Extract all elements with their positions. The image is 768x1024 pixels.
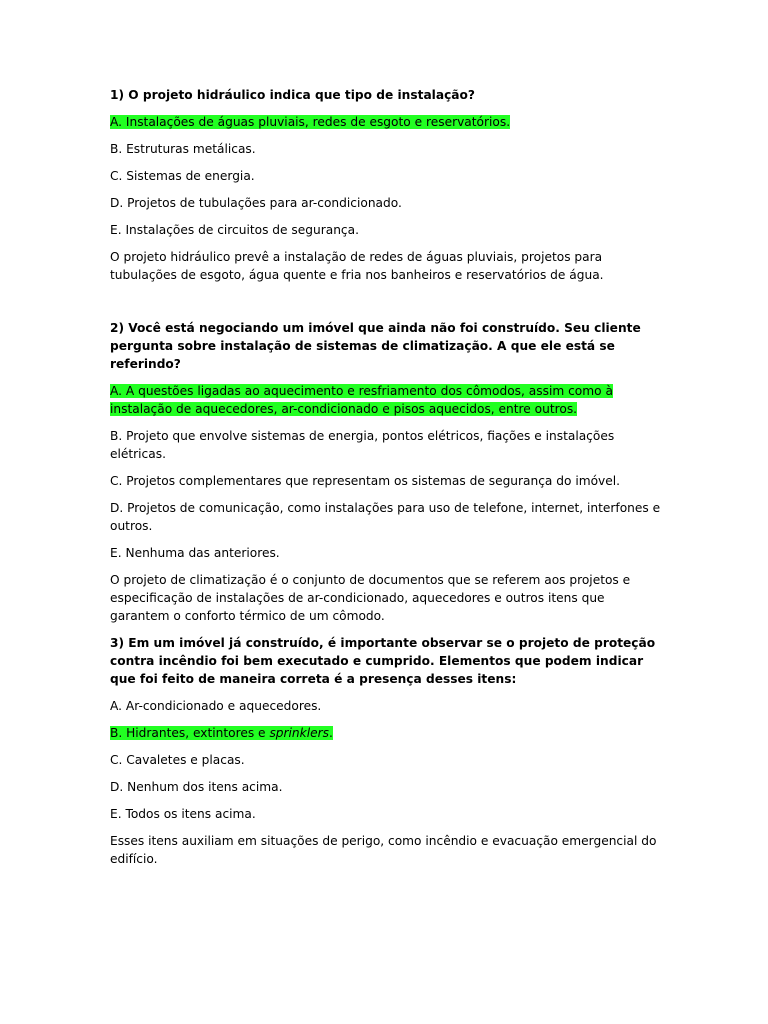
option-text-suffix: . <box>328 726 333 740</box>
correct-answer-highlight: A. Instalações de águas pluviais, redes de esgoto e reservatórios. <box>110 115 511 129</box>
correct-answer-highlight <box>110 726 333 740</box>
question-2-option-d: D. Projetos de comunicação, como instalações para uso de telefone, internet, interfones e outros. <box>110 501 661 533</box>
question-1-title: 1) O projeto hidráulico indica que tipo de instalação? <box>110 88 475 102</box>
option-text-italic: sprinklers <box>269 726 329 740</box>
question-3-title: 3) Em um imóvel já construído, é importante observar se o projeto de proteção contra incêndio foi bem executado e cumprido. Elementos que podem indicar que foi feito de maneira correta é a presença desses itens: <box>110 636 656 686</box>
question-1-explanation: O projeto hidráulico prevê a instalação de redes de águas pluviais, projetos para tubulações de esgoto, água quente e fria nos banheiros e reservatórios de água. <box>110 250 604 282</box>
question-3-option-d: D. Nenhum dos itens acima. <box>110 780 283 794</box>
question-1-option-b: B. Estruturas metálicas. <box>110 142 256 156</box>
question-3-option-b <box>110 724 662 742</box>
question-1-option-d: D. Projetos de tubulações para ar-condicionado. <box>110 196 402 210</box>
question-2-explanation: O projeto de climatização é o conjunto de documentos que se referem aos projetos e especificação de instalações de ar-condicionado, aquecedores e outros itens que garantem o conforto térmico de um cômodo. <box>110 573 631 623</box>
question-2-option-c: C. Projetos complementares que representam os sistemas de segurança do imóvel. <box>110 474 621 488</box>
question-3-option-c: C. Cavaletes e placas. <box>110 753 245 767</box>
question-3-option-e: E. Todos os itens acima. <box>110 807 256 821</box>
question-3-explanation: Esses itens auxiliam em situações de perigo, como incêndio e evacuação emergencial do edifício. <box>110 834 657 866</box>
question-2-option-e: E. Nenhuma das anteriores. <box>110 546 280 560</box>
document-page <box>110 86 662 877</box>
question-1-option-c: C. Sistemas de energia. <box>110 169 255 183</box>
question-2-option-b: B. Projeto que envolve sistemas de energia, pontos elétricos, fiações e instalações elétricas. <box>110 429 615 461</box>
correct-answer-highlight: A. A questões ligadas ao aquecimento e resfriamento dos cômodos, assim como à instalação de aquecedores, ar-condicionado e pisos aquecidos, entre outros. <box>110 384 613 416</box>
question-3-option-a: A. Ar-condicionado e aquecedores. <box>110 699 322 713</box>
question-1-option-e: E. Instalações de circuitos de segurança. <box>110 223 359 237</box>
question-2-option-a <box>110 382 662 418</box>
question-2-title: 2) Você está negociando um imóvel que ainda não foi construído. Seu cliente pergunta sobre instalação de sistemas de climatização. A que ele está se referindo? <box>110 321 641 371</box>
question-1-option-a <box>110 113 662 131</box>
option-text: B. Hidrantes, extintores e <box>110 726 270 740</box>
